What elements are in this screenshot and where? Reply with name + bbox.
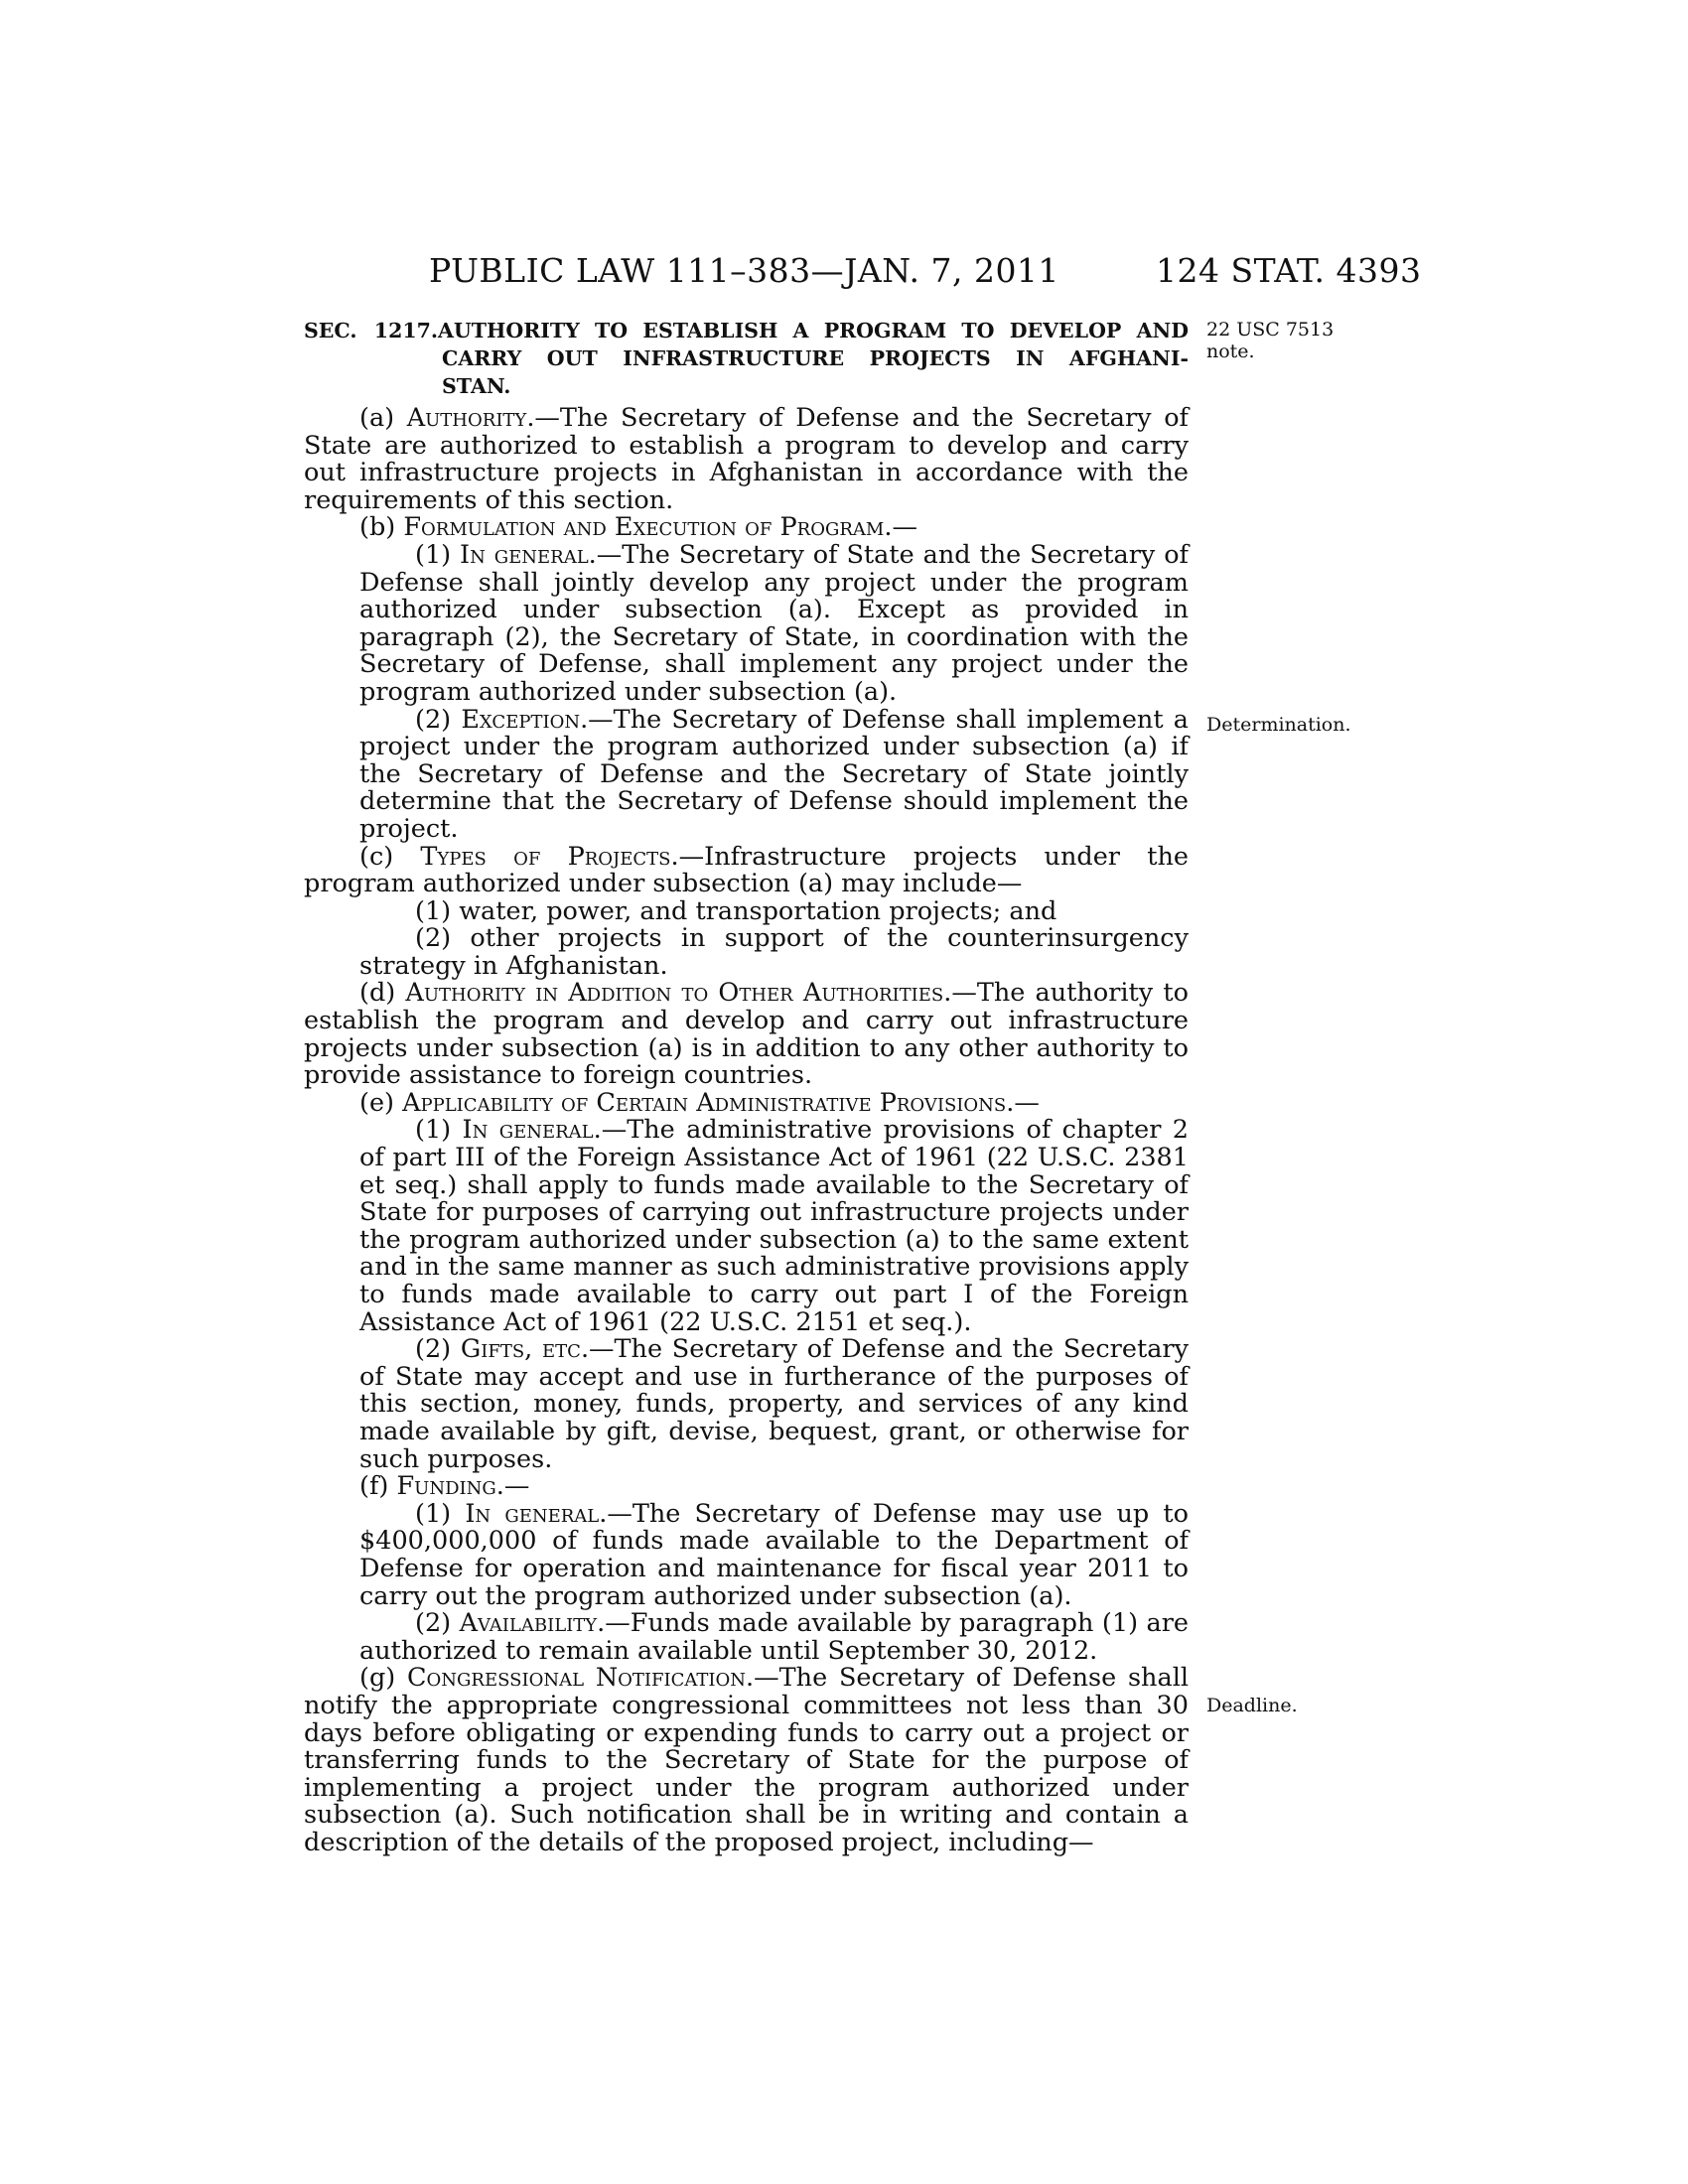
paragraph-e-2: (2) Gifts, etc.—The Secretary of Defense and the Secretary of State may accept and use in furtherance of the purposes of this section, money, funds, property, and services of any kind made available by gift, devise, bequest, grant, or otherwise for such purposes. (359, 1334, 1189, 1474)
section-title-line-2: CARRY OUT INFRASTRUCTURE PROJECTS IN AFGHANI- (442, 346, 1189, 370)
paragraph-f-2: (2) Availability.—Funds made available by paragraph (1) are authorized to remain available until September 30, 2012. (359, 1608, 1189, 1666)
paragraph-e-1: (1) In general.—The administrative provisions of chapter 2 of part III of the Foreign Assistance Act of 1961 (22 U.S.C. 2381 et seq.) shall apply to funds made available to the Secretary of State for purposes of carrying out infrastructure projects under the program authorized under subsection (a) to the same extent and in the same manner as such administrative provisions apply to funds made available to carry out part I of the Foreign Assistance Act of 1961 (22 U.S.C. 2151 et seq.). (359, 1115, 1190, 1337)
subsection-c: (c) Types of Projects.—Infrastructure projects under the program authorized under subsection (a) may include— (304, 841, 1189, 899)
margin-note-determination: Determination. (1206, 714, 1351, 736)
public-law-citation: PUBLIC LAW 111–383—JAN. 7, 2011 (429, 251, 1059, 290)
margin-note-usc: 22 USC 7513 note. (1206, 319, 1335, 362)
paragraph-f-1: (1) In general.—The Secretary of Defense may use up to $400,000,000 of funds made available to the Department of Defense for operation and maintenance for fiscal year 2011 to carry out the program authorized under subsection (a). (359, 1498, 1189, 1611)
section-number: SEC. 1217. (304, 319, 438, 342)
section-title-line-1: AUTHORITY TO ESTABLISH A PROGRAM TO DEVELOP AND (438, 319, 1189, 342)
subsection-f: (f) Funding.— (359, 1471, 530, 1502)
subsection-g: (g) Congressional Notification.—The Secretary of Defense shall notify the appropriate congressional committees not less than 30 days before obligating or expending funds to carry out a project or transferring funds to the Secretary of State for the purpose of implementing a project under the program authorized under subsection (a). Such notification shall be in writing and contain a description of the details of the proposed project, including— (304, 1663, 1189, 1857)
paragraph-c-2: (2) other projects in support of the counterinsurgency strategy in Afghanistan. (359, 923, 1189, 981)
paragraph-b-2: (2) Exception.—The Secretary of Defense shall implement a project under the program authorized under subsection (a) if the Secretary of Defense and the Secretary of State jointly determine that the Secretary of Defense should implement the project. (359, 704, 1189, 844)
subsection-d: (d) Authority in Addition to Other Authorities.—The authority to establish the program and develop and carry out infrastructure projects under subsection (a) is in addition to any other authority to provide assistance to foreign countries. (304, 978, 1190, 1091)
subsection-b: (b) Formulation and Execution of Program.— (359, 512, 917, 543)
paragraph-c-1: (1) water, power, and transportation projects; and (415, 895, 1057, 926)
section-title-line-3: STAN. (442, 374, 511, 398)
paragraph-b-1: (1) In general.—The Secretary of State and the Secretary of Defense shall jointly develop any project under the program authorized under subsection (a). Except as provided in paragraph (2), the Secretary of State, in coordination with the Secretary of Defense, shall implement any project under the program authorized under subsection (a). (359, 539, 1189, 707)
margin-note-deadline: Deadline. (1206, 1695, 1298, 1716)
subsection-a: (a) Authority.—The Secretary of Defense and the Secretary of State are authorized to establish a program to develop and carry out infrastructure projects in Afghanistan in accordance with the requirements of this section. (304, 403, 1189, 515)
statute-page-number: 124 STAT. 4393 (1156, 251, 1422, 290)
section-heading (304, 317, 1189, 400)
section-body (304, 405, 1189, 1856)
subsection-e: (e) Applicability of Certain Administrative Provisions.— (359, 1087, 1040, 1118)
page-header (0, 251, 1688, 291)
